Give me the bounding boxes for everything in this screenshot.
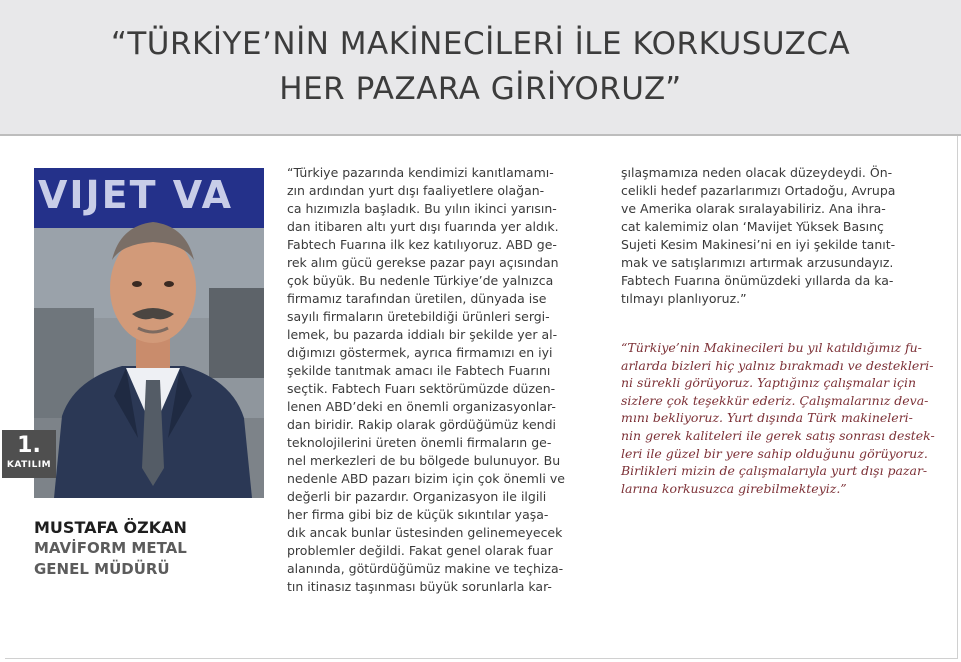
person-name: MUSTAFA ÖZKAN <box>34 518 187 537</box>
badge-label: KATILIM <box>6 460 52 470</box>
person-caption <box>34 517 187 580</box>
badge-number: 1. <box>17 433 41 458</box>
article-column-1: “Türkiye pazarında kendimizi kanıtlamamı- zın ardından yurt dışı faaliyetlere olağan- ca hızımızla başladık. Bu yılın ikinci yarısın- dan itibaren altı yurt dışı fuarında yer aldık. Fabtech Fuarına ilk kez katılıyoruz. ABD ge- rek alım gücü gerekse pazar payı açısından çok büyük. Bu nedenle Türkiye’de yalnızca firmamız tarafından üretilen, dünyada ise sayılı firmaların üretebildiği ürünleri sergi- lemek, bu pazarda iddialı bir şekilde yer al- dığımızı göstermek, ayrıca firmamızı en iyi şekilde tanıtmak amacı ile Fabtech Fuarını seçtik. Fabtech Fuarı sektörümüzde düzen- lenen ABD’deki en önemli organizasyonlar- dan biridir. Rakip olarak gördüğümüz kendi teknolojilerini üreten önemli firmaların ge- nel merkezleri de bu bölgede bulunuyor. Bu nedenle ABD pazarı bizim için çok önemli ve değerli bir pazardır. Organizasyon ile ilgili her firma gibi biz de küçük sıkıntılar yaşa- dık ancak bunlar üstesinden gelinemeyecek problemler değildi. Fakat genel olarak fuar alanında, götürdüğümüz makine ve teçhiza- tın itinasız taşınması büyük sorunlarla kar- <box>287 165 565 594</box>
participation-badge <box>2 430 56 478</box>
banner-text: VIJET VA <box>38 173 234 217</box>
headline <box>0 22 961 112</box>
headline-banner <box>0 0 961 136</box>
headline-line-1: “TÜRKİYE’NİN MAKİNECİLERİ İLE KORKUSUZCA <box>110 26 851 62</box>
portrait-illustration <box>34 168 264 498</box>
portrait-photo <box>34 168 264 498</box>
person-role: MAVİFORM METAL GENEL MÜDÜRÜ <box>34 539 187 578</box>
headline-line-2: HER PAZARA GİRİYORUZ” <box>279 71 682 107</box>
article-column-2: şılaşmamıza neden olacak düzeydeydi. Ön- celikli hedef pazarlarımızı Ortadoğu, Avrupa ve Amerika olarak sıralayabiliriz. Ana ihra- cat kalemimiz olan ‘Mavijet Yüksek Basınç Sujeti Kesim Makinesi’ni en iyi şekilde tanıt- mak ve satışlarımızı artırmak arzusundayız. Fabtech Fuarına önümüzdeki yıllarda da ka- tılmayı planlıyoruz.” <box>621 165 896 306</box>
pull-quote: “Türkiye’nin Makinecileri bu yıl katıldığımız fu- arlarda bizleri hiç yalnız bırakmadı ve destekleri- ni sürekli görüyoruz. Yaptığınız çalışmalar için sizlere çok teşekkür ederiz. Çalışmalarınız deva- mını bekliyoruz. Yurt dışında Türk makineleri- nin gerek kaliteleri ile gerek satış sonrası destek- leri ile güzel bir yere sahip olduğunu görüyoruz. Birlikleri mizin de çalışmalarıyla yurt dışı pazar- larına korkusuzca girebilmekteyiz.” <box>621 340 935 496</box>
